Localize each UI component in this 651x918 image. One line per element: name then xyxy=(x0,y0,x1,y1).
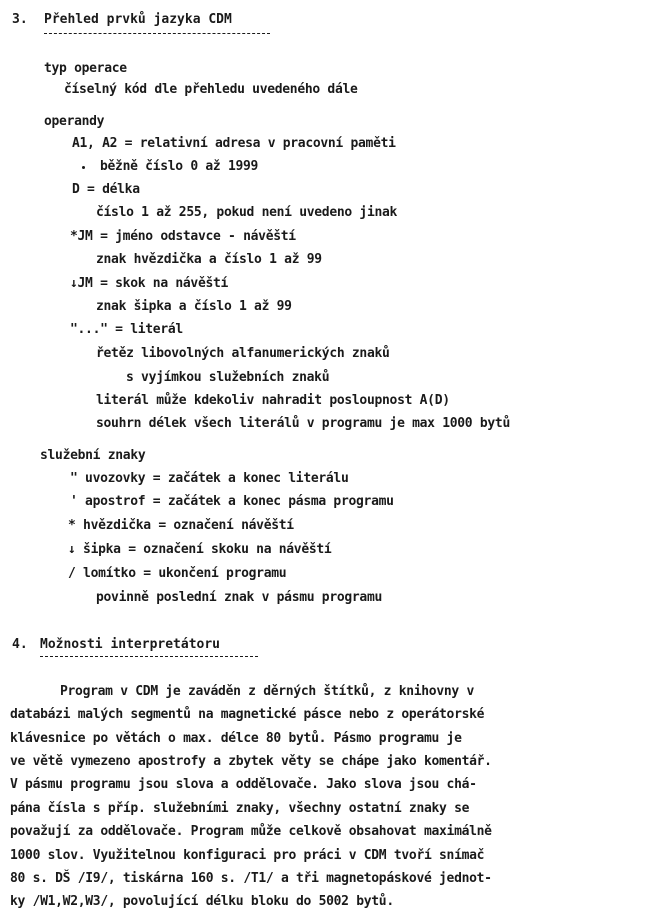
typ-operace-label: typ operace xyxy=(44,61,127,76)
paragraph-line: V pásmu programu jsou slova a oddělovače. Jako slova jsou chá- xyxy=(10,777,477,792)
paragraph-line: 1000 slov. Využitelnou konfiguraci pro práci v CDM tvoří snímač xyxy=(10,848,485,863)
operand-line: znak hvězdička a číslo 1 až 99 xyxy=(96,252,322,267)
sluzebni-znak-line: ↓ šipka = označení skoku na návěští xyxy=(68,542,332,557)
paragraph-line: pána čísla s příp. služebními znaky, všechny ostatní znaky se xyxy=(10,801,470,816)
operand-line: běžně číslo 0 až 1999 xyxy=(100,159,259,174)
operandy-label: operandy xyxy=(44,114,105,129)
operand-line: "..." = literál xyxy=(70,322,183,337)
paragraph-line: ky /W1,W2,W3/, povolující délku bloku do 5002 bytů. xyxy=(10,894,394,909)
section-3-number: 3. xyxy=(12,12,28,27)
operand-line: ↓JM = skok na návěští xyxy=(70,276,229,291)
sluzebni-znak-line: * hvězdička = označení návěští xyxy=(68,518,294,533)
bullet-dot xyxy=(82,166,85,169)
operand-line: znak šipka a číslo 1 až 99 xyxy=(96,299,292,314)
operand-line: souhrn délek všech literálů v programu je max 1000 bytů xyxy=(96,416,510,431)
section-3-title: Přehled prvků jazyka CDM xyxy=(44,12,232,27)
section-4-number: 4. xyxy=(12,637,28,652)
sluzebni-znak-line: " uvozovky = začátek a konec literálu xyxy=(70,471,349,486)
paragraph-line: považují za oddělovače. Program může celkově obsahovat maximálně xyxy=(10,824,492,839)
operand-line: číslo 1 až 255, pokud není uvedeno jinak xyxy=(96,205,398,220)
sluzebni-znak-line: / lomítko = ukončení programu xyxy=(68,566,287,581)
typ-operace-desc: číselný kód dle přehledu uvedeného dále xyxy=(64,82,358,97)
section-4-title: Možnosti interpretátoru xyxy=(40,637,221,652)
operand-line: A1, A2 = relativní adresa v pracovní paměti xyxy=(72,136,396,151)
sluzebni-znak-line: ' apostrof = začátek a konec pásma programu xyxy=(70,494,394,509)
sluzebni-znaky-label: služební znaky xyxy=(40,448,146,463)
paragraph-line: 80 s. DŠ /I9/, tiskárna 160 s. /T1/ a tři magnetopáskové jednot- xyxy=(10,871,492,886)
paragraph-line: klávesnice po větách o max. délce 80 bytů. Pásmo programu je xyxy=(10,731,462,746)
operand-line: D = délka xyxy=(72,182,140,197)
operand-line: *JM = jméno odstavce - návěští xyxy=(70,229,296,244)
sluzebni-znak-line: povinně poslední znak v pásmu programu xyxy=(96,590,383,605)
section-4-underline xyxy=(40,656,258,657)
section-3-underline xyxy=(44,33,270,34)
paragraph-line: Program v CDM je zaváděn z děrných štítků, z knihovny v xyxy=(60,684,474,699)
operand-line: řetěz libovolných alfanumerických znaků xyxy=(96,346,390,361)
paragraph-line: ve větě vymezeno apostrofy a zbytek věty se chápe jako komentář. xyxy=(10,754,492,769)
operand-line: s vyjímkou služebních znaků xyxy=(126,370,330,385)
paragraph-line: databázi malých segmentů na magnetické pásce nebo z operátorské xyxy=(10,707,485,722)
operand-line: literál může kdekoliv nahradit posloupnost A(D) xyxy=(96,393,450,408)
